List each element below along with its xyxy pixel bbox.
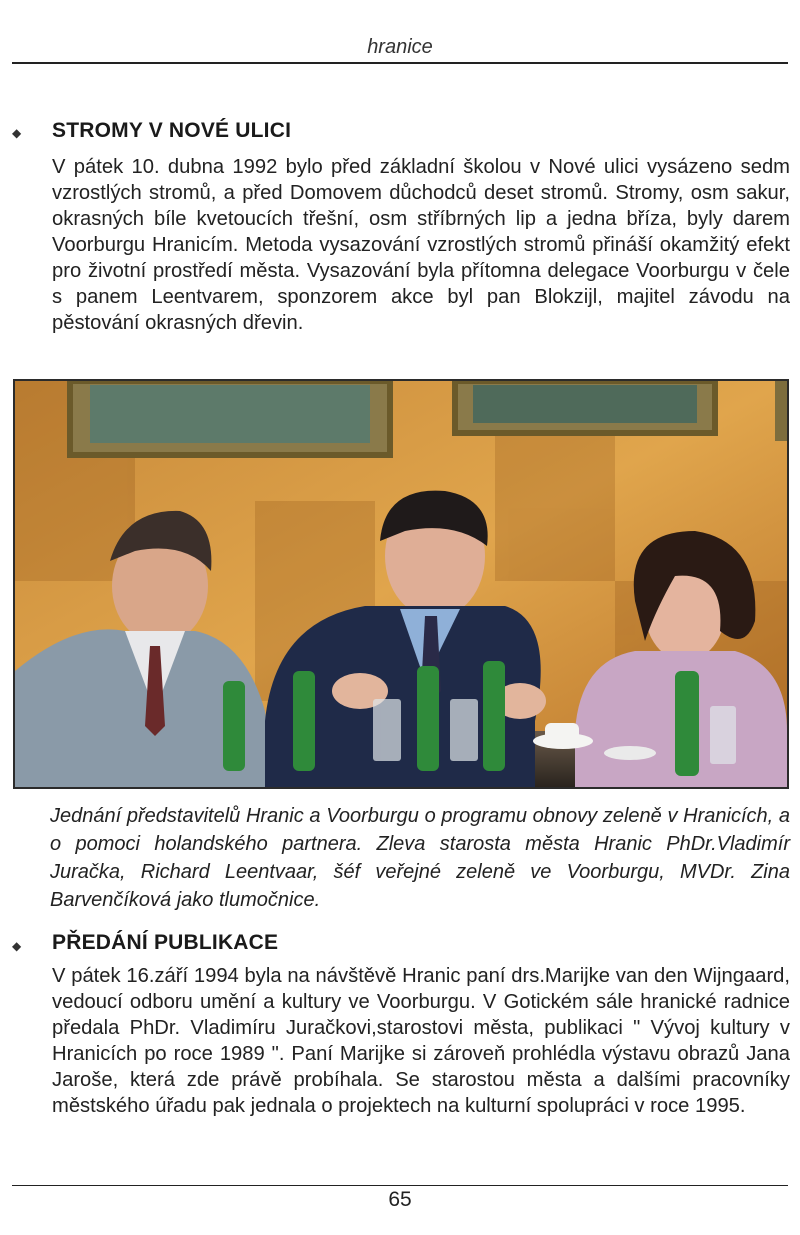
bullet-icon: ◆ [12, 939, 22, 953]
meeting-photo [13, 379, 789, 789]
section-body: V pátek 16.září 1994 byla na návštěvě Hranic paní drs.Marijke van den Wijngaard, vedoucí odboru umění a kultury ve Voorburgu. V Gotickém sále hranické radnice předala PhDr. Vladimíru Juračkovi,starostovi města, publikaci " Vývoj kultury v Hranicích po roce 1989 ". Paní Marijke si zároveň prohlédla výstavu obrazů Jana Jaroše, která zde právě probíhala. Se starostou města a dalšími pracovníky městského úřadu pak jednala o projektech na kulturní spolupráci v roce 1995. [52, 965, 790, 1117]
page-number: 65 [388, 1188, 412, 1211]
section-heading: STROMY V NOVÉ ULICI [52, 119, 292, 142]
section-heading: PŘEDÁNÍ PUBLIKACE [52, 931, 279, 954]
running-head: hranice [367, 36, 433, 58]
photo-caption: Jednání představitelů Hranic a Voorburgu o programu obnovy zeleně v Hranicích, a o pomoci holandského partnera. Zleva starosta města Hranic PhDr.Vladimír Juračka, Richard Leentvaar, šéf veřejné zeleně ve Voorburgu, MVDr. Zina Barvenčíková jako tlumočnice. [50, 805, 790, 911]
header-rule [12, 62, 788, 64]
footer-rule [12, 1185, 788, 1186]
section-body: V pátek 10. dubna 1992 bylo před základní školou v Nové ulici vysázeno sedm vzrostlých stromů, a před Domovem důchodců deset stromů. Stromy, osm sakur, okrasných bíle kvetoucích třešní, osm stříbrných lip a jedna bříza, byly darem Voorburgu Hranicím. Metoda vysazování vzrostlých stromů přináší okamžitý efekt pro životní prostředí města. Vysazování byla přítomna delegace Voorburgu v čele s panem Leentvarem, sponzorem akce byl pan Blokzijl, majitel závodu na pěstování okrasných dřevin. [52, 156, 790, 334]
bullet-icon: ◆ [12, 126, 22, 140]
